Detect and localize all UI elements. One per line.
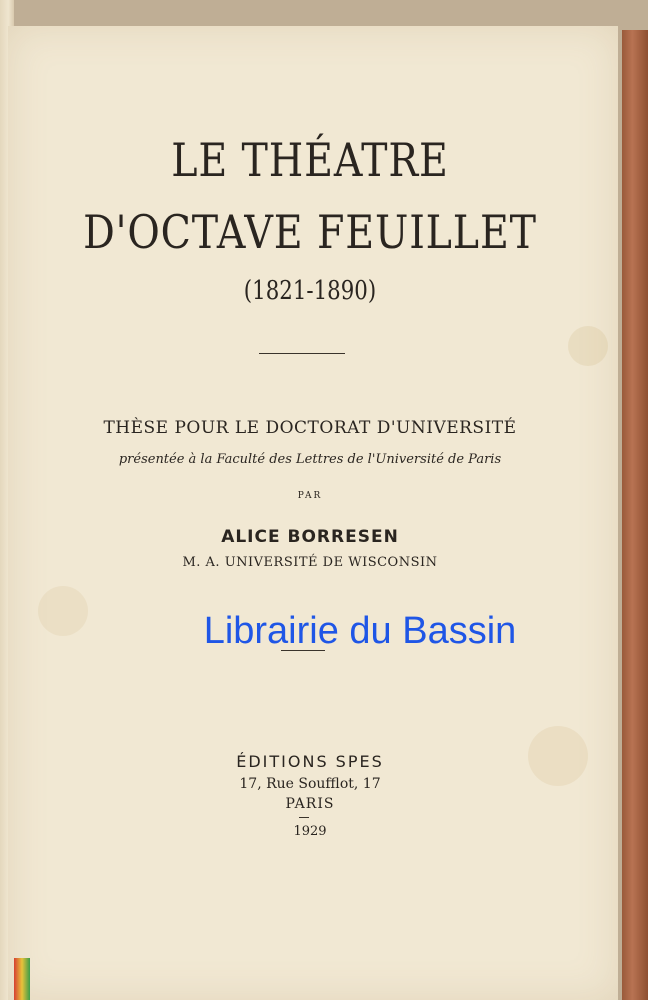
title-line-2: D'OCTAVE FEUILLET xyxy=(83,205,537,259)
publisher-address: 17, Rue Soufflot, 17 xyxy=(239,776,381,792)
foxing-spot xyxy=(568,326,608,366)
author-name: ALICE BORRESEN xyxy=(221,527,399,547)
seller-watermark: Librairie du Bassin xyxy=(203,610,517,652)
by-line: PAR xyxy=(297,491,323,501)
presented-line: présentée à la Faculté des Lettres de l'Université de Paris xyxy=(118,452,502,467)
book-binding xyxy=(622,30,648,1000)
title-dates: (1821-1890) xyxy=(243,276,377,306)
author-degree: M. A. UNIVERSITÉ DE WISCONSIN xyxy=(182,555,438,570)
divider-rule xyxy=(259,353,345,354)
publisher-city: PARIS xyxy=(285,796,335,812)
divider-rule xyxy=(299,817,309,818)
publication-year: 1929 xyxy=(293,824,327,839)
bookmark-ribbon xyxy=(14,958,30,1000)
publisher-name: ÉDITIONS SPES xyxy=(236,752,384,771)
title-line-1: LE THÉATRE xyxy=(171,133,449,187)
thesis-line: THÈSE POUR LE DOCTORAT D'UNIVERSITÉ xyxy=(103,418,517,438)
